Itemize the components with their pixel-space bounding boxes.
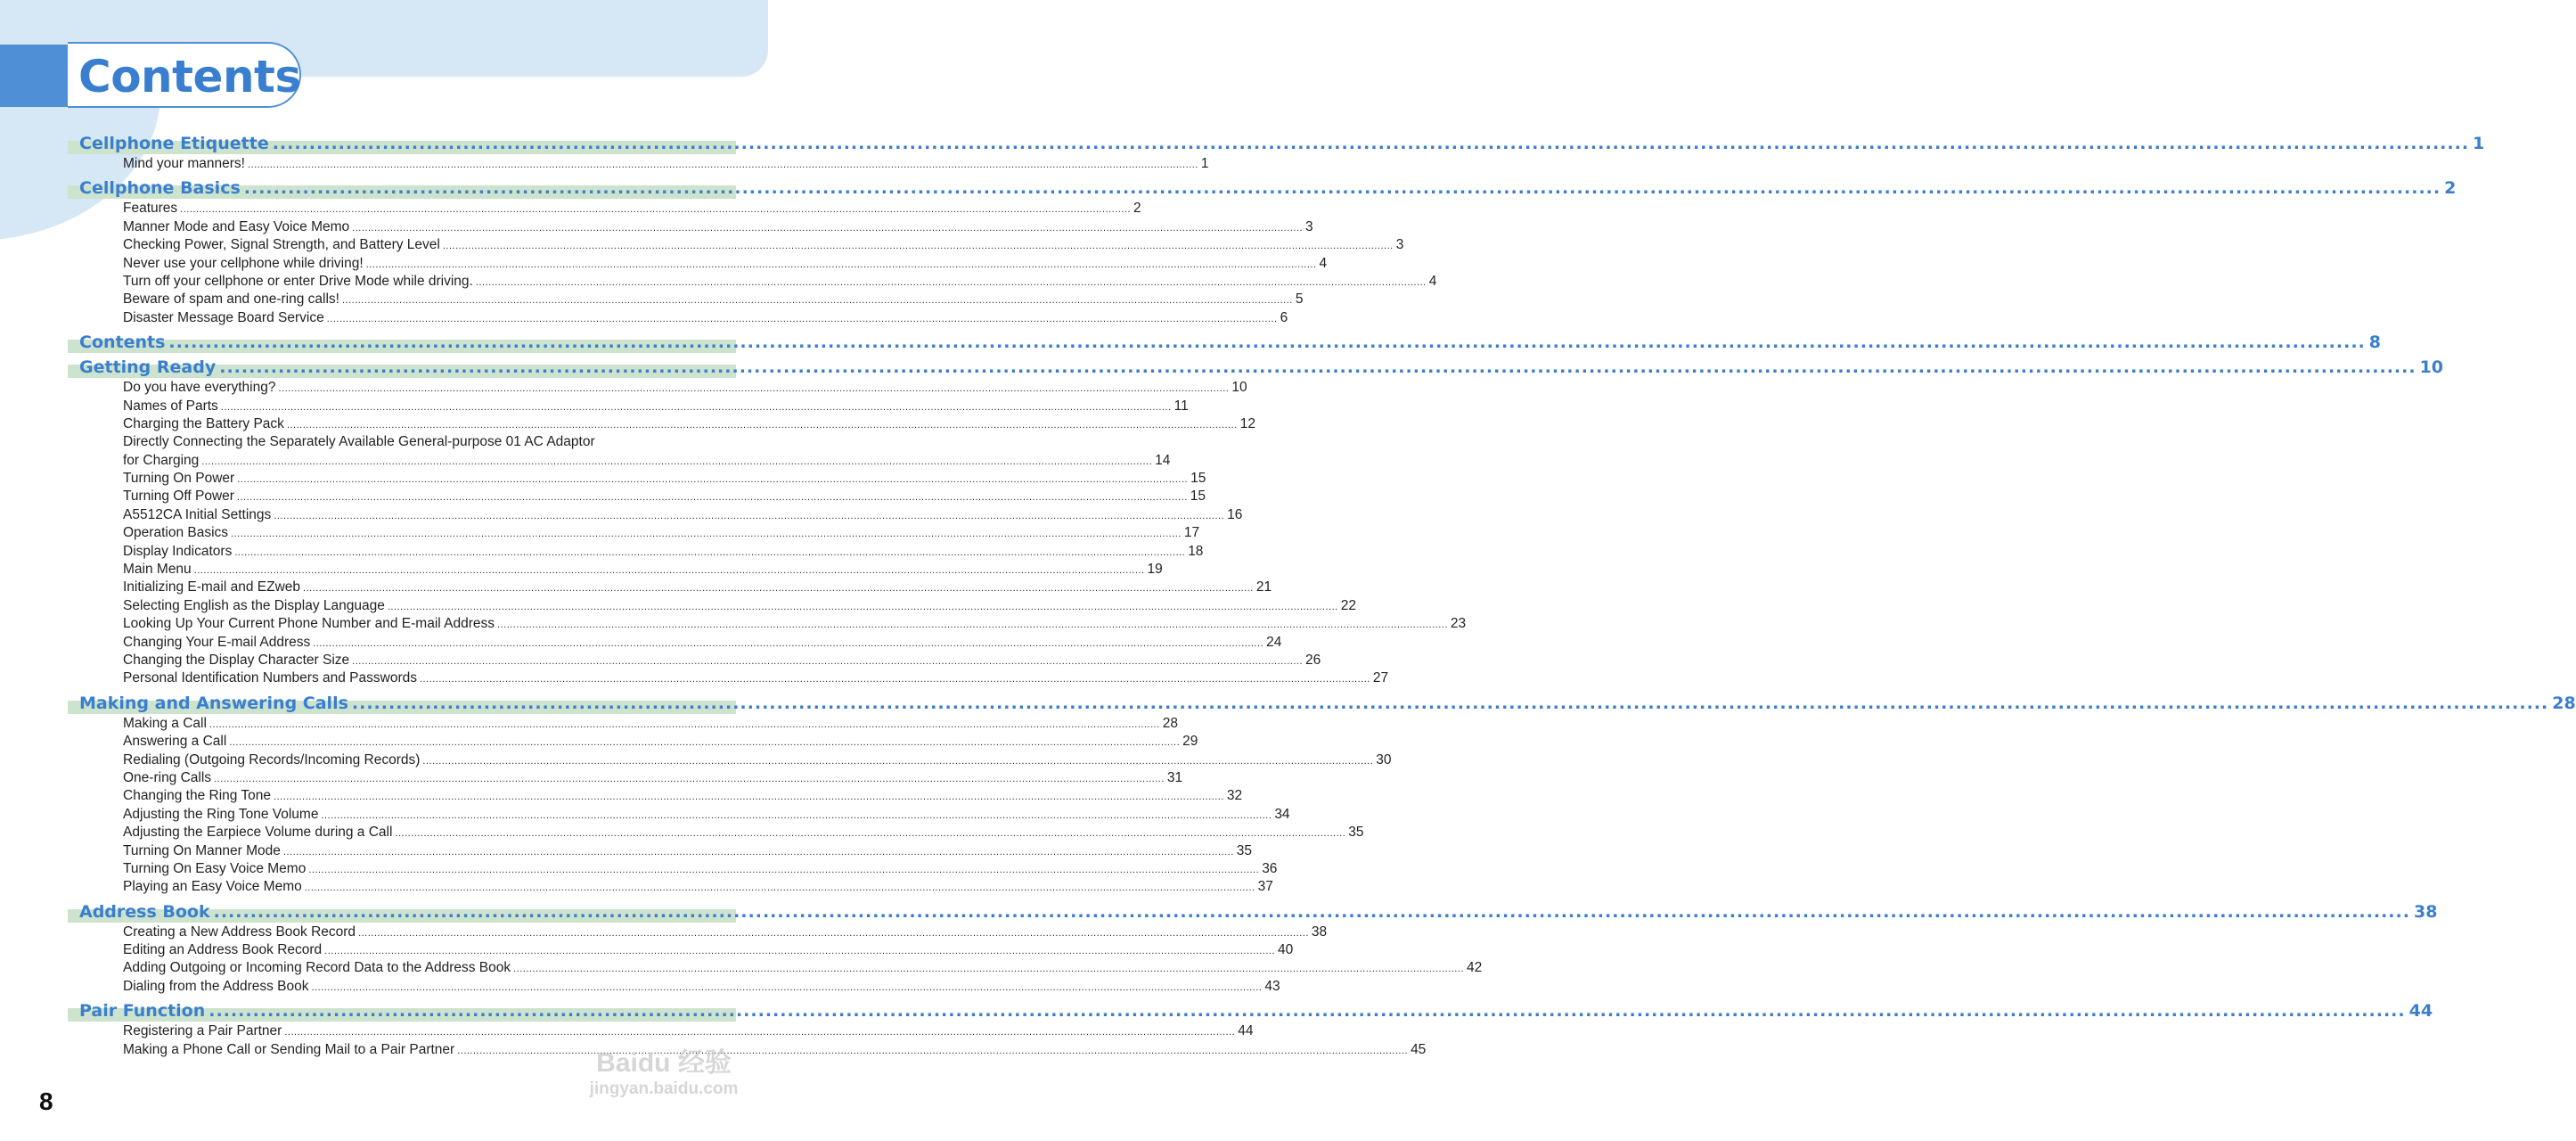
toc-entry-page: 42 bbox=[1466, 960, 1483, 976]
toc-entry-page: 14 bbox=[1155, 452, 1171, 468]
toc-entry-page: 11 bbox=[1174, 398, 1189, 414]
toc-entry-title: Editing an Address Book Record bbox=[123, 942, 323, 958]
toc-entry[interactable] bbox=[123, 155, 1209, 173]
section-page: 8 bbox=[2368, 332, 2381, 353]
toc-entry-page: 44 bbox=[1238, 1023, 1254, 1039]
toc-entry[interactable] bbox=[123, 769, 1183, 787]
toc-entry-page: 22 bbox=[1340, 597, 1356, 613]
section-page: 44 bbox=[2408, 1001, 2433, 1022]
toc-entry[interactable] bbox=[123, 715, 1179, 733]
leader-dots: ............................................................................................................................................................................................................................................................................................................ bbox=[286, 419, 1238, 431]
toc-entry-page: 36 bbox=[1262, 860, 1278, 876]
toc-entry-title: Beware of spam and one-ring calls! bbox=[123, 291, 339, 308]
toc-entry-title: Making a Phone Call or Sending Mail to a Pair Partner bbox=[123, 1041, 455, 1057]
toc-entry[interactable] bbox=[123, 615, 1467, 633]
leader-dots: ............................................................................................................................................................................................................................................................................................................ bbox=[457, 1045, 1409, 1056]
toc-entry[interactable] bbox=[123, 669, 1389, 687]
toc-entry[interactable] bbox=[123, 579, 1272, 596]
leader-dots: ............................................................................................................................................................................................................................................................................................................ bbox=[321, 809, 1272, 821]
toc-entry-page: 16 bbox=[1227, 506, 1243, 522]
leader-dots: ............................................................................................................................................................................................................................................................................................................ bbox=[497, 620, 1448, 631]
leader-dots: ............................................................................................................................................................................................................................................................................................................ bbox=[308, 864, 1260, 875]
leader-dots: ............................................................................................................................................................................................................................................................................................................ bbox=[201, 456, 1153, 467]
toc-entry[interactable] bbox=[123, 379, 1247, 397]
toc-entry-title: Selecting English as the Display Language bbox=[123, 597, 385, 613]
toc-entry[interactable] bbox=[123, 273, 1437, 291]
toc-entry[interactable] bbox=[123, 398, 1189, 415]
toc-entry-title: Redialing (Outgoing Records/Incoming Records) bbox=[123, 751, 421, 768]
section-title: Address Book bbox=[79, 901, 210, 922]
watermark-url: jingyan.baidu.com bbox=[589, 1079, 739, 1098]
toc-entry[interactable] bbox=[123, 824, 1364, 841]
toc-entry[interactable] bbox=[123, 309, 1288, 327]
toc-entry-title: Making a Call bbox=[123, 715, 207, 731]
toc-entry[interactable] bbox=[123, 1022, 1254, 1040]
leader-dots: ............................................................................................................................................................................................................................................................................................................ bbox=[168, 332, 2366, 353]
toc-entry-title: Personal Identification Numbers and Passwords bbox=[123, 670, 417, 686]
section-heading[interactable] bbox=[0, 999, 2433, 1022]
toc-entry-title: Looking Up Your Current Phone Number and E-mail Address bbox=[123, 616, 495, 632]
toc-entry[interactable] bbox=[123, 860, 1278, 878]
leader-dots: ............................................................................................................................................................................................................................................................................................................ bbox=[303, 583, 1254, 595]
leader-dots: ............................................................................................................................................................................................................................................................................................................ bbox=[352, 655, 1304, 667]
toc-entry[interactable] bbox=[123, 452, 1171, 470]
toc-entry[interactable] bbox=[123, 415, 1256, 433]
section-heading[interactable] bbox=[0, 900, 2438, 922]
leader-dots: ............................................................................................................................................................................................................................................................................................................ bbox=[419, 674, 1370, 685]
toc-entry-title: Display Indicators bbox=[123, 543, 233, 559]
toc-entry-page: 5 bbox=[1295, 291, 1304, 308]
leader-dots: ............................................................................................................................................................................................................................................................................................................ bbox=[234, 546, 1186, 558]
leader-dots: ............................................................................................................................................................................................................................................................................................................ bbox=[243, 178, 2441, 199]
toc-entry-title: Features bbox=[123, 201, 178, 217]
leader-dots: ............................................................................................................................................................................................................................................................................................................ bbox=[278, 383, 1230, 395]
leader-dots: ............................................................................................................................................................................................................................................................................................................ bbox=[209, 1001, 2406, 1022]
watermark-brand: Baidu 经验 bbox=[596, 1048, 732, 1078]
table-of-contents bbox=[0, 132, 2576, 1059]
toc-entry-page: 38 bbox=[1311, 923, 1328, 940]
section-title: Cellphone Etiquette bbox=[79, 134, 269, 153]
toc-entry-page: 26 bbox=[1305, 652, 1321, 668]
leader-dots: ............................................................................................................................................................................................................................................................................................................ bbox=[422, 755, 1374, 767]
toc-entry[interactable] bbox=[123, 543, 1204, 561]
leader-dots: ............................................................................................................................................................................................................................................................................................................ bbox=[193, 565, 1145, 577]
toc-entry[interactable] bbox=[123, 751, 1392, 769]
toc-entry-title: Adjusting the Ring Tone Volume bbox=[123, 806, 319, 822]
leader-dots: ............................................................................................................................................................................................................................................................................................................ bbox=[237, 474, 1189, 486]
toc-entry-page: 24 bbox=[1266, 634, 1282, 650]
toc-entry-title: Operation Basics bbox=[123, 525, 229, 541]
section-title: Pair Function bbox=[79, 1001, 206, 1022]
leader-dots: ............................................................................................................................................................................................................................................................................................................ bbox=[442, 241, 1394, 252]
toc-entry-title: A5512CA Initial Settings bbox=[123, 506, 272, 522]
toc-entry[interactable] bbox=[123, 959, 1483, 977]
toc-entry[interactable] bbox=[123, 978, 1280, 996]
toc-entry[interactable] bbox=[123, 506, 1243, 524]
toc-entry-title: Names of Parts bbox=[123, 398, 218, 414]
toc-entry[interactable] bbox=[123, 291, 1304, 308]
leader-dots: ............................................................................................................................................................................................................................................................................................................ bbox=[304, 882, 1255, 894]
toc-entry-page: 1 bbox=[1200, 156, 1209, 171]
toc-entry-title: Never use your cellphone while driving! bbox=[123, 255, 364, 271]
toc-entry[interactable] bbox=[123, 878, 1273, 896]
toc-entry-page: 3 bbox=[1395, 237, 1404, 253]
leader-dots: ............................................................................................................................................................................................................................................................................................................ bbox=[274, 792, 1224, 803]
toc-entry-page: 27 bbox=[1372, 670, 1389, 686]
toc-entry-title: Charging the Battery Pack bbox=[123, 415, 284, 431]
leader-dots: ............................................................................................................................................................................................................................................................................................................ bbox=[352, 222, 1304, 234]
toc-entry-title: Turn off your cellphone or enter Drive Mode while driving. bbox=[123, 273, 473, 289]
toc-entry-line1: Directly Connecting the Separately Available General-purpose 01 AC Adaptor bbox=[123, 434, 595, 450]
toc-entry-title: Checking Power, Signal Strength, and Battery Level bbox=[123, 237, 440, 253]
section-page: 28 bbox=[2552, 693, 2576, 713]
leader-dots: ............................................................................................................................................................................................................................................................................................................ bbox=[358, 927, 1309, 939]
leader-dots: ............................................................................................................................................................................................................................................................................................................ bbox=[365, 259, 1317, 270]
section-page: 10 bbox=[2419, 357, 2444, 378]
leader-dots: ............................................................................................................................................................................................................................................................................................................ bbox=[513, 964, 1464, 975]
toc-entry-page: 35 bbox=[1348, 825, 1364, 841]
toc-entry-title: Manner Mode and Easy Voice Memo bbox=[123, 218, 350, 234]
toc-entry-page: 2 bbox=[1133, 201, 1141, 217]
toc-entry[interactable] bbox=[123, 236, 1404, 254]
toc-entry-page: 21 bbox=[1255, 579, 1272, 595]
toc-entry-page: 4 bbox=[1428, 273, 1437, 289]
title-tab-accent bbox=[0, 45, 71, 107]
section-page: 1 bbox=[2473, 134, 2485, 153]
toc-entry-title: Disaster Message Board Service bbox=[123, 309, 324, 325]
toc-entry-page: 28 bbox=[1162, 715, 1179, 731]
section-page: 38 bbox=[2413, 901, 2438, 922]
toc-entry[interactable] bbox=[123, 488, 1206, 505]
leader-dots: ............................................................................................................................................................................................................................................................................................................ bbox=[180, 204, 1132, 216]
toc-entry-title: Dialing from the Address Book bbox=[123, 978, 309, 994]
section-title: Contents bbox=[79, 332, 166, 353]
toc-entry[interactable] bbox=[123, 561, 1163, 579]
toc-entry-title: Do you have everything? bbox=[123, 380, 276, 396]
toc-entry-page: 18 bbox=[1188, 543, 1204, 559]
toc-entry-page: 23 bbox=[1450, 616, 1467, 632]
leader-dots: ............................................................................................................................................................................................................................................................................................................ bbox=[229, 737, 1181, 749]
toc-entry-page: 30 bbox=[1376, 751, 1392, 768]
toc-entry-page: 31 bbox=[1166, 769, 1183, 785]
toc-entry-page: 29 bbox=[1182, 734, 1198, 750]
toc-entry-page: 15 bbox=[1190, 471, 1206, 487]
page-number: 8 bbox=[39, 1088, 53, 1115]
leader-dots: ............................................................................................................................................................................................................................................................................................................ bbox=[284, 1027, 1236, 1038]
leader-dots: ............................................................................................................................................................................................................................................................................................................ bbox=[272, 134, 2470, 153]
section-title: Making and Answering Calls bbox=[79, 693, 348, 713]
toc-entry-page: 17 bbox=[1183, 525, 1200, 541]
section-title: Getting Ready bbox=[79, 357, 217, 378]
toc-entry-page: 40 bbox=[1278, 942, 1294, 958]
toc-entry-page: 6 bbox=[1280, 309, 1288, 325]
section-page: 2 bbox=[2444, 178, 2457, 199]
section-heading[interactable] bbox=[0, 176, 2457, 199]
toc-entry-page: 3 bbox=[1305, 218, 1313, 234]
toc-entry[interactable] bbox=[123, 218, 1313, 236]
toc-entry-title: One-ring Calls bbox=[123, 769, 212, 785]
leader-dots: ............................................................................................................................................................................................................................................................................................................ bbox=[231, 529, 1182, 540]
toc-entry[interactable] bbox=[123, 941, 1294, 959]
toc-entry[interactable] bbox=[123, 470, 1206, 488]
leader-dots: ............................................................................................................................................................................................................................................................................................................ bbox=[324, 946, 1276, 957]
toc-entry[interactable] bbox=[123, 597, 1356, 615]
toc-entry-page: 43 bbox=[1264, 978, 1280, 994]
toc-entry-page: 15 bbox=[1190, 488, 1206, 505]
section-title: Cellphone Basics bbox=[79, 178, 241, 199]
toc-entry[interactable] bbox=[123, 787, 1243, 805]
leader-dots: ............................................................................................................................................................................................................................................................................................................ bbox=[247, 160, 1198, 170]
toc-entry-title: Changing the Ring Tone bbox=[123, 788, 272, 804]
leader-dots: ............................................................................................................................................................................................................................................................................................................ bbox=[274, 510, 1225, 521]
toc-entry-title: Registering a Pair Partner bbox=[123, 1023, 282, 1039]
toc-entry[interactable] bbox=[123, 652, 1321, 669]
toc-entry-page: 32 bbox=[1226, 788, 1243, 804]
toc-entry-page: 35 bbox=[1236, 842, 1253, 858]
toc-entry[interactable] bbox=[123, 842, 1253, 860]
leader-dots: ............................................................................................................................................................................................................................................................................................................ bbox=[341, 295, 1293, 307]
toc-entry[interactable] bbox=[123, 524, 1200, 542]
leader-dots: ............................................................................................................................................................................................................................................................................................................ bbox=[220, 401, 1172, 413]
leader-dots: ............................................................................................................................................................................................................................................................................................................ bbox=[351, 693, 2549, 713]
watermark bbox=[570, 1048, 757, 1111]
leader-dots: ............................................................................................................................................................................................................................................................................................................ bbox=[387, 601, 1338, 612]
toc-entry[interactable] bbox=[123, 733, 1198, 751]
toc-entry[interactable] bbox=[123, 200, 1141, 218]
toc-entry-page: 4 bbox=[1319, 255, 1328, 271]
toc-entry-title: Changing Your E-mail Address bbox=[123, 634, 311, 650]
toc-entry[interactable] bbox=[123, 806, 1290, 824]
leader-dots: ............................................................................................................................................................................................................................................................................................................ bbox=[213, 901, 2410, 922]
toc-entry-page: 37 bbox=[1257, 879, 1273, 895]
leader-dots: ............................................................................................................................................................................................................................................................................................................ bbox=[313, 637, 1264, 649]
leader-dots: ............................................................................................................................................................................................................................................................................................................ bbox=[326, 313, 1278, 324]
toc-entry-title: Changing the Display Character Size bbox=[123, 652, 350, 668]
toc-entry-title: Turning On Easy Voice Memo bbox=[123, 860, 307, 876]
toc-entry-title: Creating a New Address Book Record bbox=[123, 923, 356, 940]
section-heading[interactable] bbox=[0, 692, 2576, 713]
toc-entry[interactable] bbox=[123, 255, 1328, 273]
leader-dots: ............................................................................................................................................................................................................................................................................................................ bbox=[395, 828, 1346, 840]
toc-entry-title: Playing an Easy Voice Memo bbox=[123, 879, 302, 895]
section-heading[interactable] bbox=[0, 132, 2485, 153]
toc-entry-title: Mind your manners! bbox=[123, 156, 245, 171]
leader-dots: ............................................................................................................................................................................................................................................................................................................ bbox=[475, 276, 1427, 288]
toc-entry-title: Initializing E-mail and EZweb bbox=[123, 579, 301, 595]
page-title: Contents bbox=[78, 51, 301, 103]
leader-dots: ............................................................................................................................................................................................................................................................................................................ bbox=[282, 846, 1234, 858]
toc-entry-title: Adjusting the Earpiece Volume during a Call bbox=[123, 825, 393, 841]
toc-entry-title: for Charging bbox=[123, 452, 200, 468]
toc-entry-page: 19 bbox=[1147, 562, 1163, 578]
toc-entry-page: 10 bbox=[1231, 380, 1247, 396]
toc-entry-page: 12 bbox=[1239, 415, 1256, 431]
toc-entry[interactable] bbox=[123, 634, 1282, 652]
toc-entry-page: 45 bbox=[1411, 1041, 1427, 1057]
toc-entry-title: Turning On Power bbox=[123, 471, 235, 487]
leader-dots: ............................................................................................................................................................................................................................................................................................................ bbox=[311, 981, 1263, 993]
leader-dots: ............................................................................................................................................................................................................................................................................................................ bbox=[219, 357, 2417, 378]
section-heading[interactable] bbox=[0, 356, 2444, 378]
section-heading[interactable] bbox=[0, 331, 2381, 353]
toc-entry-page: 34 bbox=[1274, 806, 1290, 822]
toc-entry-title: Turning Off Power bbox=[123, 488, 234, 505]
toc-entry-title: Main Menu bbox=[123, 562, 192, 578]
leader-dots: ............................................................................................................................................................................................................................................................................................................ bbox=[236, 492, 1188, 504]
leader-dots: ............................................................................................................................................................................................................................................................................................................ bbox=[214, 773, 1165, 784]
leader-dots: ............................................................................................................................................................................................................................................................................................................ bbox=[209, 718, 1160, 730]
toc-entry-title: Adding Outgoing or Incoming Record Data to the Address Book bbox=[123, 960, 511, 976]
toc-entry-title: Answering a Call bbox=[123, 734, 227, 750]
toc-entry-title: Turning On Manner Mode bbox=[123, 842, 281, 858]
toc-entry[interactable] bbox=[123, 923, 1328, 941]
